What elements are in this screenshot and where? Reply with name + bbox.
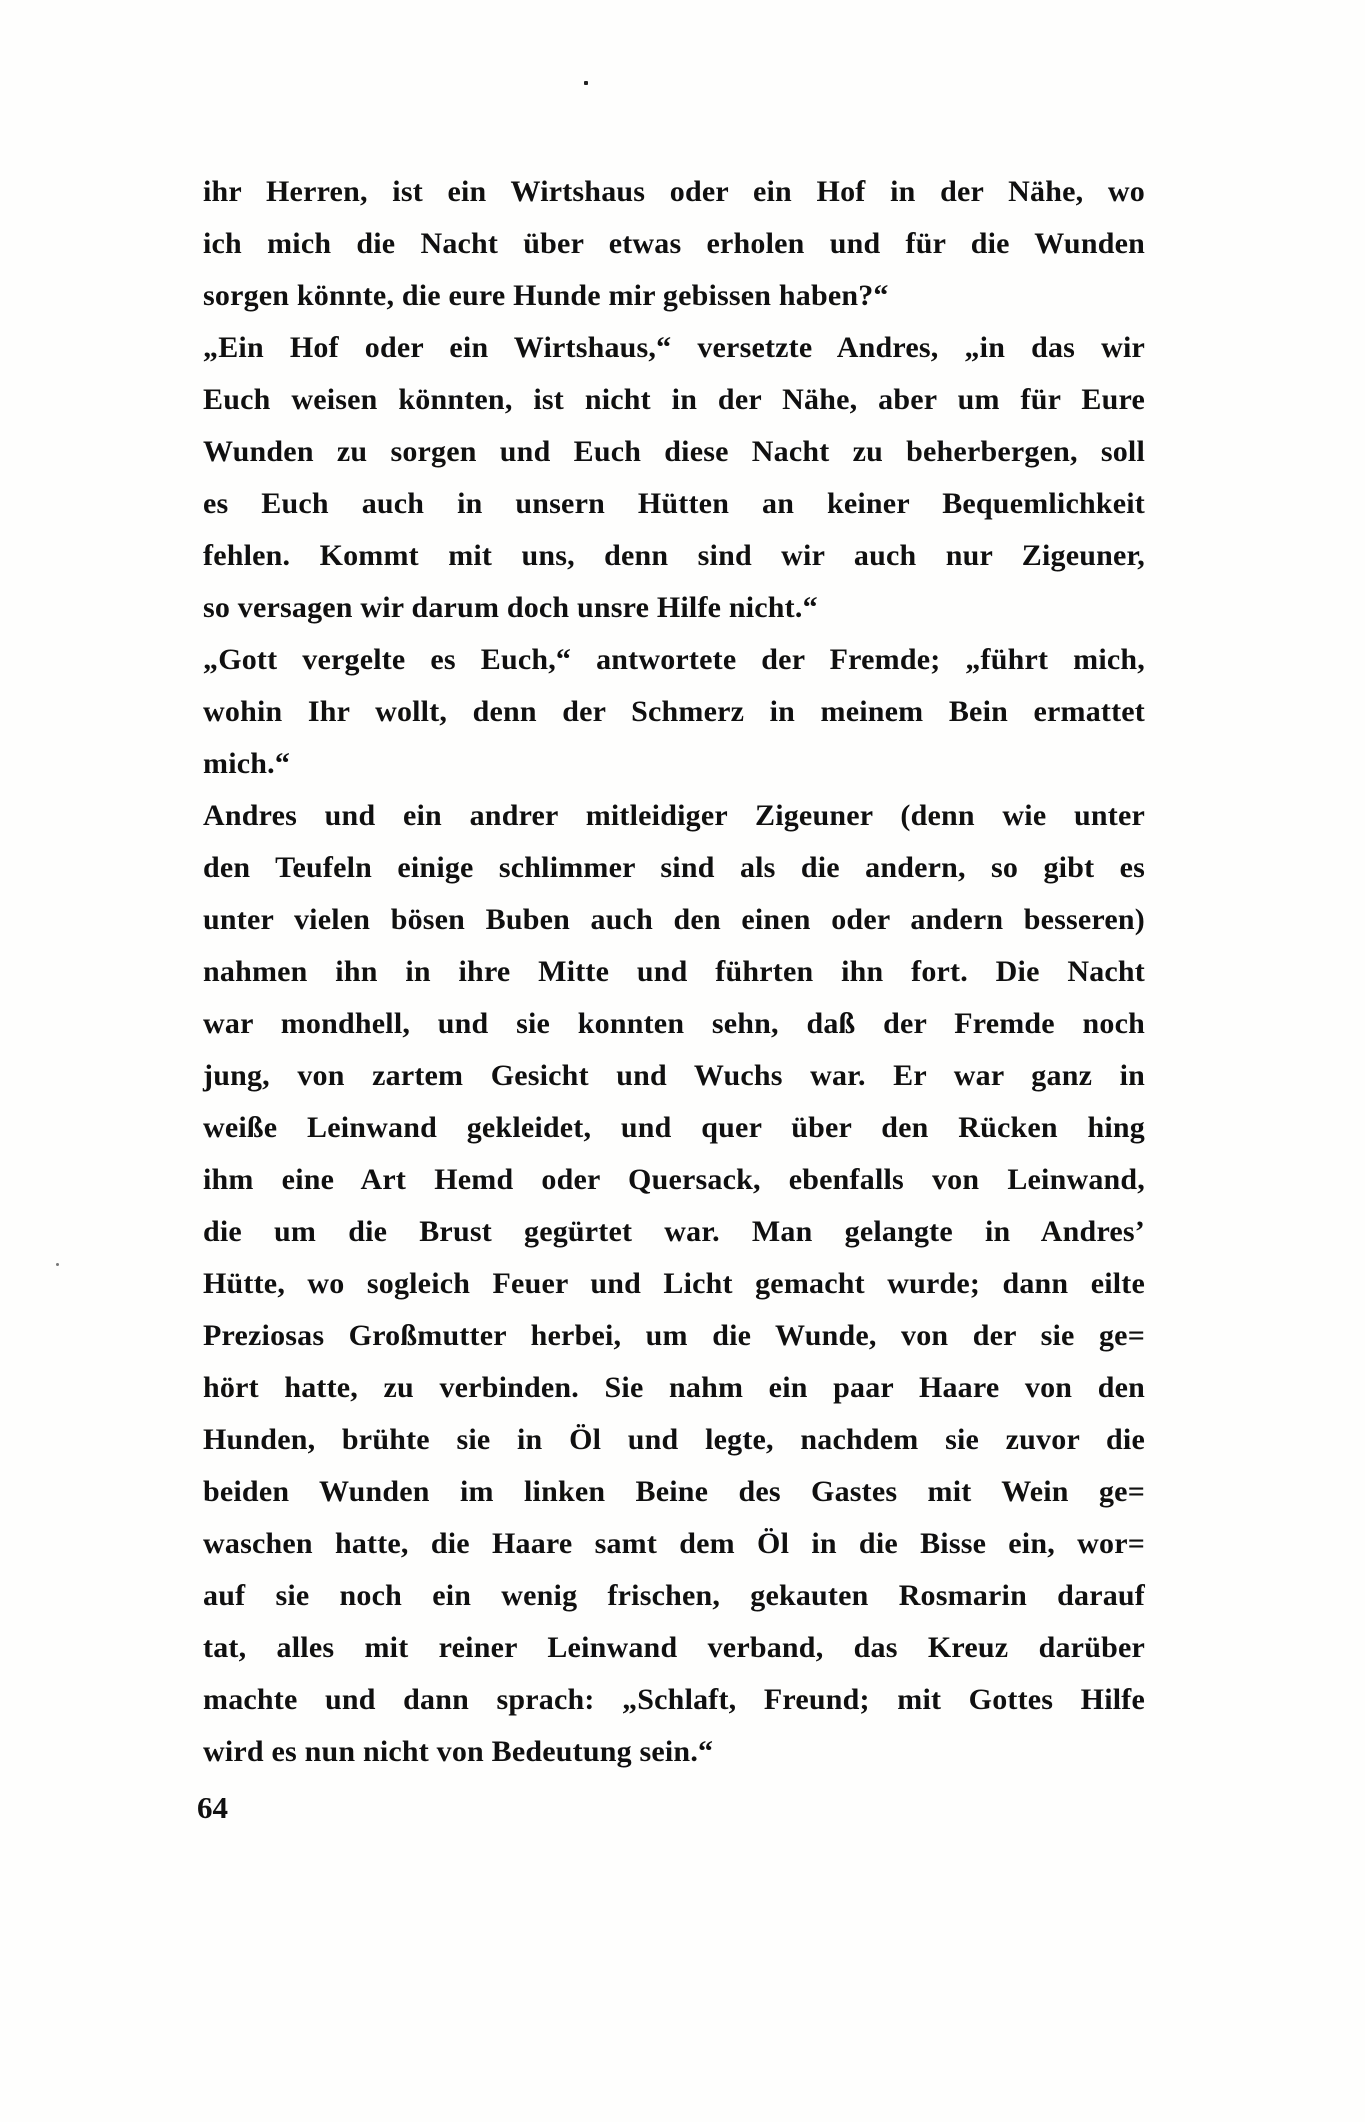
paragraph	[203, 634, 1145, 790]
text-line: mich.“	[203, 747, 291, 780]
text-line: die um die Brust gegürtet war. Man gelangte in Andres’	[203, 1215, 1145, 1248]
text-line: wohin Ihr wollt, denn der Schmerz in meinem Bein ermattet	[203, 695, 1145, 728]
text-line: „Gott vergelte es Euch,“ antwortete der Fremde; „führt mich,	[203, 643, 1145, 676]
text-line: Preziosas Großmutter herbei, um die Wunde, von der sie ge=	[203, 1319, 1145, 1352]
text-line: Wunden zu sorgen und Euch diese Nacht zu beherbergen, soll	[203, 435, 1145, 468]
scan-speck	[584, 81, 588, 85]
text-line: wird es nun nicht von Bedeutung sein.“	[203, 1735, 714, 1768]
text-line: waschen hatte, die Haare samt dem Öl in die Bisse ein, wor=	[203, 1527, 1145, 1560]
text-line: ihr Herren, ist ein Wirtshaus oder ein Hof in der Nähe, wo	[203, 175, 1145, 208]
text-line: „Ein Hof oder ein Wirtshaus,“ versetzte Andres, „in das wir	[203, 331, 1145, 364]
text-line: Euch weisen könnten, ist nicht in der Nähe, aber um für Eure	[203, 383, 1145, 416]
paragraph	[203, 790, 1145, 1778]
text-line: tat, alles mit reiner Leinwand verband, das Kreuz darüber	[203, 1631, 1145, 1664]
text-line: weiße Leinwand gekleidet, und quer über den Rücken hing	[203, 1111, 1145, 1144]
text-line: Andres und ein andrer mitleidiger Zigeuner (denn wie unter	[203, 799, 1145, 832]
text-line: fehlen. Kommt mit uns, denn sind wir auch nur Zigeuner,	[203, 539, 1145, 572]
scan-speck	[56, 1263, 59, 1266]
text-line: jung, von zartem Gesicht und Wuchs war. Er war ganz in	[203, 1059, 1145, 1092]
text-line: unter vielen bösen Buben auch den einen oder andern besseren)	[203, 903, 1145, 936]
text-line: beiden Wunden im linken Beine des Gastes mit Wein ge=	[203, 1475, 1145, 1508]
page-number: 64	[197, 1790, 228, 1825]
text-line: Hunden, brühte sie in Öl und legte, nachdem sie zuvor die	[203, 1423, 1145, 1456]
text-line: Hütte, wo sogleich Feuer und Licht gemacht wurde; dann eilte	[203, 1267, 1145, 1300]
paragraph	[203, 322, 1145, 634]
paragraph	[203, 166, 1145, 322]
text-line: so versagen wir darum doch unsre Hilfe nicht.“	[203, 591, 818, 624]
text-line: auf sie noch ein wenig frischen, gekauten Rosmarin darauf	[203, 1579, 1145, 1612]
text-line: den Teufeln einige schlimmer sind als die andern, so gibt es	[203, 851, 1145, 884]
text-line: machte und dann sprach: „Schlaft, Freund; mit Gottes Hilfe	[203, 1683, 1145, 1716]
text-line: es Euch auch in unsern Hütten an keiner Bequemlichkeit	[203, 487, 1145, 520]
text-line: nahmen ihn in ihre Mitte und führten ihn fort. Die Nacht	[203, 955, 1145, 988]
text-line: ihm eine Art Hemd oder Quersack, ebenfalls von Leinwand,	[203, 1163, 1145, 1196]
text-line: ich mich die Nacht über etwas erholen und für die Wunden	[203, 227, 1145, 260]
text-line: hört hatte, zu verbinden. Sie nahm ein paar Haare von den	[203, 1371, 1145, 1404]
text-line: war mondhell, und sie konnten sehn, daß der Fremde noch	[203, 1007, 1145, 1040]
text-block	[203, 166, 1145, 1778]
text-line: sorgen könnte, die eure Hunde mir gebissen haben?“	[203, 279, 889, 312]
